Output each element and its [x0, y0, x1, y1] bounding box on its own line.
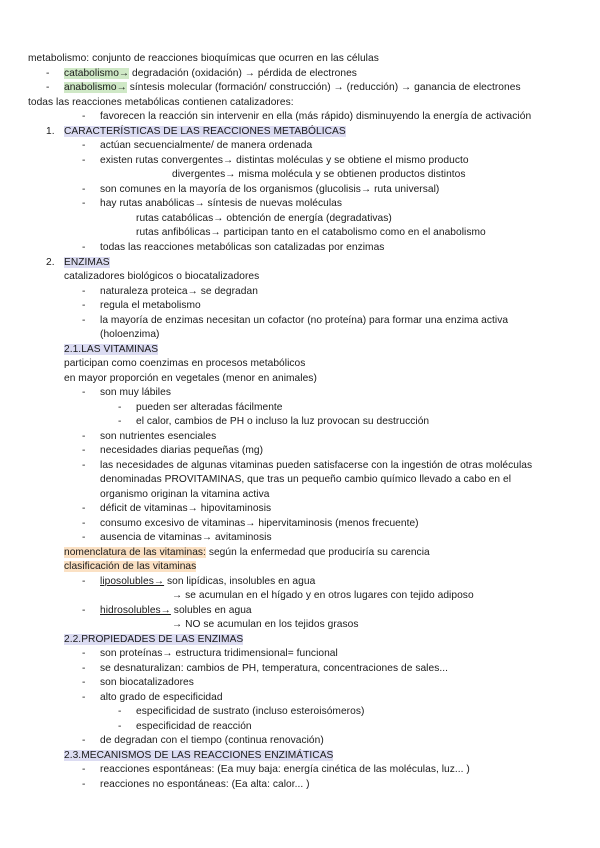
continuation-line: rutas catabólicas→ obtención de energía (degradativas): [136, 213, 392, 224]
sub-list-item: el calor, cambios de PH o incluso la luz provocan su destrucción: [136, 416, 430, 427]
bullet-dash: -: [82, 764, 86, 775]
bullet-dash: -: [82, 735, 86, 746]
bullet-dash: -: [82, 387, 86, 398]
list-item: necesidades diarias pequeñas (mg): [100, 445, 264, 456]
list-item: hay rutas anabólicas→ síntesis de nuevas moléculas: [100, 198, 343, 209]
bullet-dash: -: [82, 431, 86, 442]
list-item: ausencia de vitaminas→ avitaminosis: [100, 532, 272, 543]
nomenclature-line: nomenclatura de las vitaminas: según la enfermedad que produciría su carencia: [64, 547, 430, 558]
bullet-dash: -: [118, 721, 122, 732]
subsection-heading-2-2: 2.2.PROPIEDADES DE LAS ENZIMAS: [64, 634, 244, 645]
continuation-line: → se acumulan en el hígado y en otros lugares con tejido adiposo: [172, 590, 474, 601]
bullet-dash: -: [82, 460, 86, 471]
bullet-dash: -: [82, 779, 86, 790]
bullet-dash: -: [82, 692, 86, 703]
continuation-line: (holoenzima): [100, 329, 160, 340]
bullet-dash: -: [118, 416, 122, 427]
list-item: todas las reacciones metabólicas son catalizadas por enzimas: [100, 242, 385, 253]
bullet-dash: -: [82, 576, 86, 587]
continuation-line: divergentes→ misma molécula y se obtienen productos distintos: [172, 169, 466, 180]
list-item: reacciones espontáneas: (Ea muy baja: energía cinética de las moléculas, luz... ): [100, 764, 470, 775]
bullet-dash: -: [82, 677, 86, 688]
bullet-dash: -: [118, 402, 122, 413]
list-item: son nutrientes esenciales: [100, 431, 217, 442]
text-line: en mayor proporción en vegetales (menor en animales): [64, 373, 317, 384]
bullet-dash: -: [82, 503, 86, 514]
bullet-dash: -: [82, 140, 86, 151]
list-item: naturaleza proteica→ se degradan: [100, 286, 258, 297]
subsection-heading-2-1: 2.1.LAS VITAMINAS: [64, 344, 159, 355]
bullet-dash: -: [82, 445, 86, 456]
bullet-dash: -: [82, 518, 86, 529]
subsection-heading-2-3: 2.3.MECANISMOS DE LAS REACCIONES ENZIMÁTICAS: [64, 750, 334, 761]
list-item-catabolismo: catabolismo→ degradación (oxidación) → pérdida de electrones: [64, 68, 357, 79]
sub-list-item: especificidad de reacción: [136, 721, 252, 732]
list-item: reacciones no espontáneas: (Ea alta: calor... ): [100, 779, 310, 790]
list-item: déficit de vitaminas→ hipovitaminosis: [100, 503, 272, 514]
list-item-hidrosolubles: hidrosolubles→ solubles en agua: [100, 605, 252, 616]
list-item: son biocatalizadores: [100, 677, 194, 688]
text-line: participan como coenzimas en procesos metabólicos: [64, 358, 306, 369]
bullet-dash: -: [46, 82, 50, 93]
bullet-dash: -: [82, 300, 86, 311]
bullet-dash: -: [82, 605, 86, 616]
bullet-dash: -: [82, 242, 86, 253]
bullet-dash: -: [46, 68, 50, 79]
bullet-dash: -: [118, 706, 122, 717]
continuation-line: organismo originan la vitamina activa: [100, 489, 270, 500]
bullet-dash: -: [82, 648, 86, 659]
list-item: son proteínas→ estructura tridimensional= funcional: [100, 648, 338, 659]
list-item: de degradan con el tiempo (continua renovación): [100, 735, 324, 746]
list-item: favorecen la reacción sin intervenir en ella (más rápido) disminuyendo la energía de activación: [100, 111, 532, 122]
sub-list-item: especificidad de sustrato (incluso esteroisómeros): [136, 706, 365, 717]
text-line: todas las reacciones metabólicas contienen catalizadores:: [28, 97, 294, 108]
bullet-dash: -: [82, 315, 86, 326]
list-item-liposolubles: liposolubles→ son lipídicas, insolubles en agua: [100, 576, 316, 587]
text-line: metabolismo: conjunto de reacciones bioquímicas que ocurren en las células: [28, 53, 379, 64]
list-item: son muy lábiles: [100, 387, 171, 398]
continuation-line: rutas anfibólicas→ participan tanto en el catabolismo como en el anabolismo: [136, 227, 486, 238]
list-item: son comunes en la mayoría de los organismos (glucolisis→ ruta universal): [100, 184, 440, 195]
text-line: catalizadores biológicos o biocatalizadores: [64, 271, 260, 282]
list-item: la mayoría de enzimas necesitan un cofactor (no proteína) para formar una enzima activa: [100, 315, 509, 326]
list-item: se desnaturalizan: cambios de PH, temperatura, concentraciones de sales...: [100, 663, 448, 674]
bullet-dash: -: [82, 184, 86, 195]
bullet-dash: -: [82, 532, 86, 543]
bullet-dash: -: [82, 198, 86, 209]
list-item: existen rutas convergentes→ distintas moléculas y se obtiene el mismo producto: [100, 155, 469, 166]
list-item: consumo excesivo de vitaminas→ hipervitaminosis (menos frecuente): [100, 518, 419, 529]
sub-list-item: pueden ser alteradas fácilmente: [136, 402, 283, 413]
bullet-dash: -: [82, 155, 86, 166]
continuation-line: → NO se acumulan en los tejidos grasos: [172, 619, 359, 630]
list-item: las necesidades de algunas vitaminas pueden satisfacerse con la ingestión de otras moléculas: [100, 460, 533, 471]
bullet-dash: -: [82, 111, 86, 122]
bullet-dash: -: [82, 663, 86, 674]
section-heading-1: CARACTERÍSTICAS DE LAS REACCIONES METABÓLICAS: [64, 126, 346, 137]
bullet-dash: -: [82, 286, 86, 297]
continuation-line: denominadas PROVITAMINAS, que tras un pequeño cambio químico llevado a cabo en el: [100, 474, 512, 485]
list-item: regula el metabolismo: [100, 300, 201, 311]
list-item: actúan secuencialmente/ de manera ordenada: [100, 140, 313, 151]
section-heading-2: ENZIMAS: [64, 257, 110, 268]
list-item: alto grado de especificidad: [100, 692, 223, 703]
classification-heading: clasificación de las vitaminas: [64, 561, 197, 572]
section-number: 1.: [46, 126, 55, 137]
list-item-anabolismo: anabolismo→ síntesis molecular (formación/ construcción) → (reducción) → ganancia de electrones: [64, 82, 521, 93]
section-number: 2.: [46, 257, 55, 268]
